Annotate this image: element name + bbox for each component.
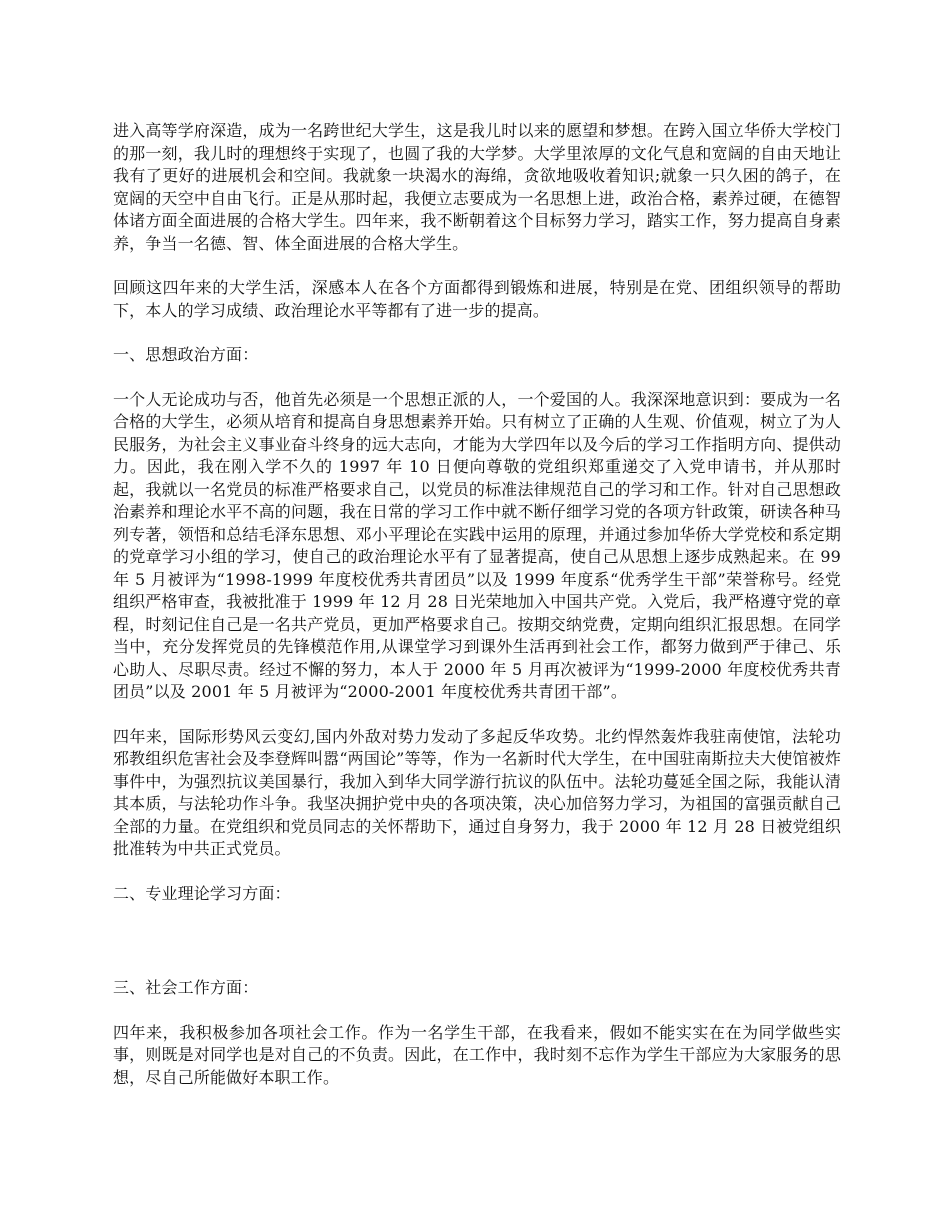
document-page	[113, 120, 841, 1111]
intro-paragraph: 进入高等学府深造，成为一名跨世纪大学生，这是我儿时以来的愿望和梦想。在跨入国立华侨大学校门的那一刻，我儿时的理想终于实现了，也圆了我的大学梦。大学里浓厚的文化气息和宽阔的自由天地让我有了更好的进展机会和空间。我就象一块渴水的海绵，贪欲地吸收着知识;就象一只久困的鸽子，在宽阔的天空中自由飞行。正是从那时起，我便立志要成为一名思想上进，政治合格，素养过硬，在德智体诸方面全面进展的合格大学生。四年来，我不断朝着这个目标努力学习，踏实工作，努力提高自身素养，争当一名德、智、体全面进展的合格大学生。	[113, 121, 841, 253]
social-work-paragraph-1: 四年来，我积极参加各项社会工作。作为一名学生干部，在我看来，假如不能实实在在为同学做些实事，则既是对同学也是对自己的不负责。因此，在工作中，我时刻不忘作为学生干部应为大家服务的思想，尽自己所能做好本职工作。	[113, 1022, 841, 1087]
blank-section-space	[113, 927, 841, 977]
political-paragraph-2: 四年来，国际形势风云变幻,国内外敌对势力发动了多起反华攻势。北约悍然轰炸我驻南使馆，法轮功邪教组织危害社会及李登辉叫嚣“两国论”等等，作为一名新时代大学生，在中国驻南斯拉夫大使馆被炸事件中，为强烈抗议美国暴行，我加入到华大同学游行抗议的队伍中。法轮功蔓延全国之际，我能认清其本质，与法轮功作斗争。我坚决拥护党中央的各项决策，决心加倍努力学习，为祖国的富强贡献自己全部的力量。在党组织和党员同志的关怀帮助下，通过自身努力，我于 2000 年 12 月 28 日被党组织批准转为中共正式党员。	[113, 726, 841, 858]
political-paragraph-1: 一个人无论成功与否，他首先必须是一个思想正派的人，一个爱国的人。我深深地意识到：要成为一名合格的大学生，必须从培育和提高自身思想素养开始。只有树立了正确的人生观、价值观，树立了为人民服务，为社会主义事业奋斗终身的远大志向，才能为大学四年以及今后的学习工作指明方向、提供动力。因此，我在刚入学不久的 1997 年 10 日便向尊敬的党组织郑重递交了入党申请书，并从那时起，我就以一名党员的标准严格要求自己，以党员的标准法律规范自己的学习和工作。针对自己思想政治素养和理论水平不高的问题，我在日常的学习工作中就不断仔细学习党的各项方针政策，研读各种马列专著，领悟和总结毛泽东思想、邓小平理论在实践中运用的原理，并通过参加华侨大学党校和系定期的党章学习小组的学习，使自己的政治理论水平有了显著提高，使自己从思想上逐步成熟起来。在 99 年 5 月被评为“1998-1999 年度校优秀共青团员”以及 1999 年度系“优秀学生干部”荣誉称号。经党组织严格审查，我被批准于 1999 年 12 月 28 日光荣地加入中国共产党。入党后，我严格遵守党的章程，时刻记住自己是一名共产党员，更加严格要求自己。按期交纳党费，定期向组织汇报思想。在同学当中，充分发挥党员的先锋模范作用,从课堂学习到课外生活再到社会工作，都努力做到严于律己、乐心助人、尽职尽责。经过不懈的努力，本人于 2000 年 5 月再次被评为“1999-2000 年度校优秀共青团员”以及 2001 年 5 月被评为“2000-2001 年度校优秀共青团干部”。	[113, 389, 841, 701]
review-paragraph: 回顾这四年来的大学生活，深感本人在各个方面都得到锻炼和进展，特别是在党、团组织领导的帮助下，本人的学习成绩、政治理论水平等都有了进一步的提高。	[113, 278, 841, 320]
section-heading-study: 二、专业理论学习方面：	[113, 883, 291, 903]
section-heading-political: 一、思想政治方面：	[113, 345, 259, 364]
section-heading-social-work: 三、社会工作方面：	[113, 978, 259, 997]
